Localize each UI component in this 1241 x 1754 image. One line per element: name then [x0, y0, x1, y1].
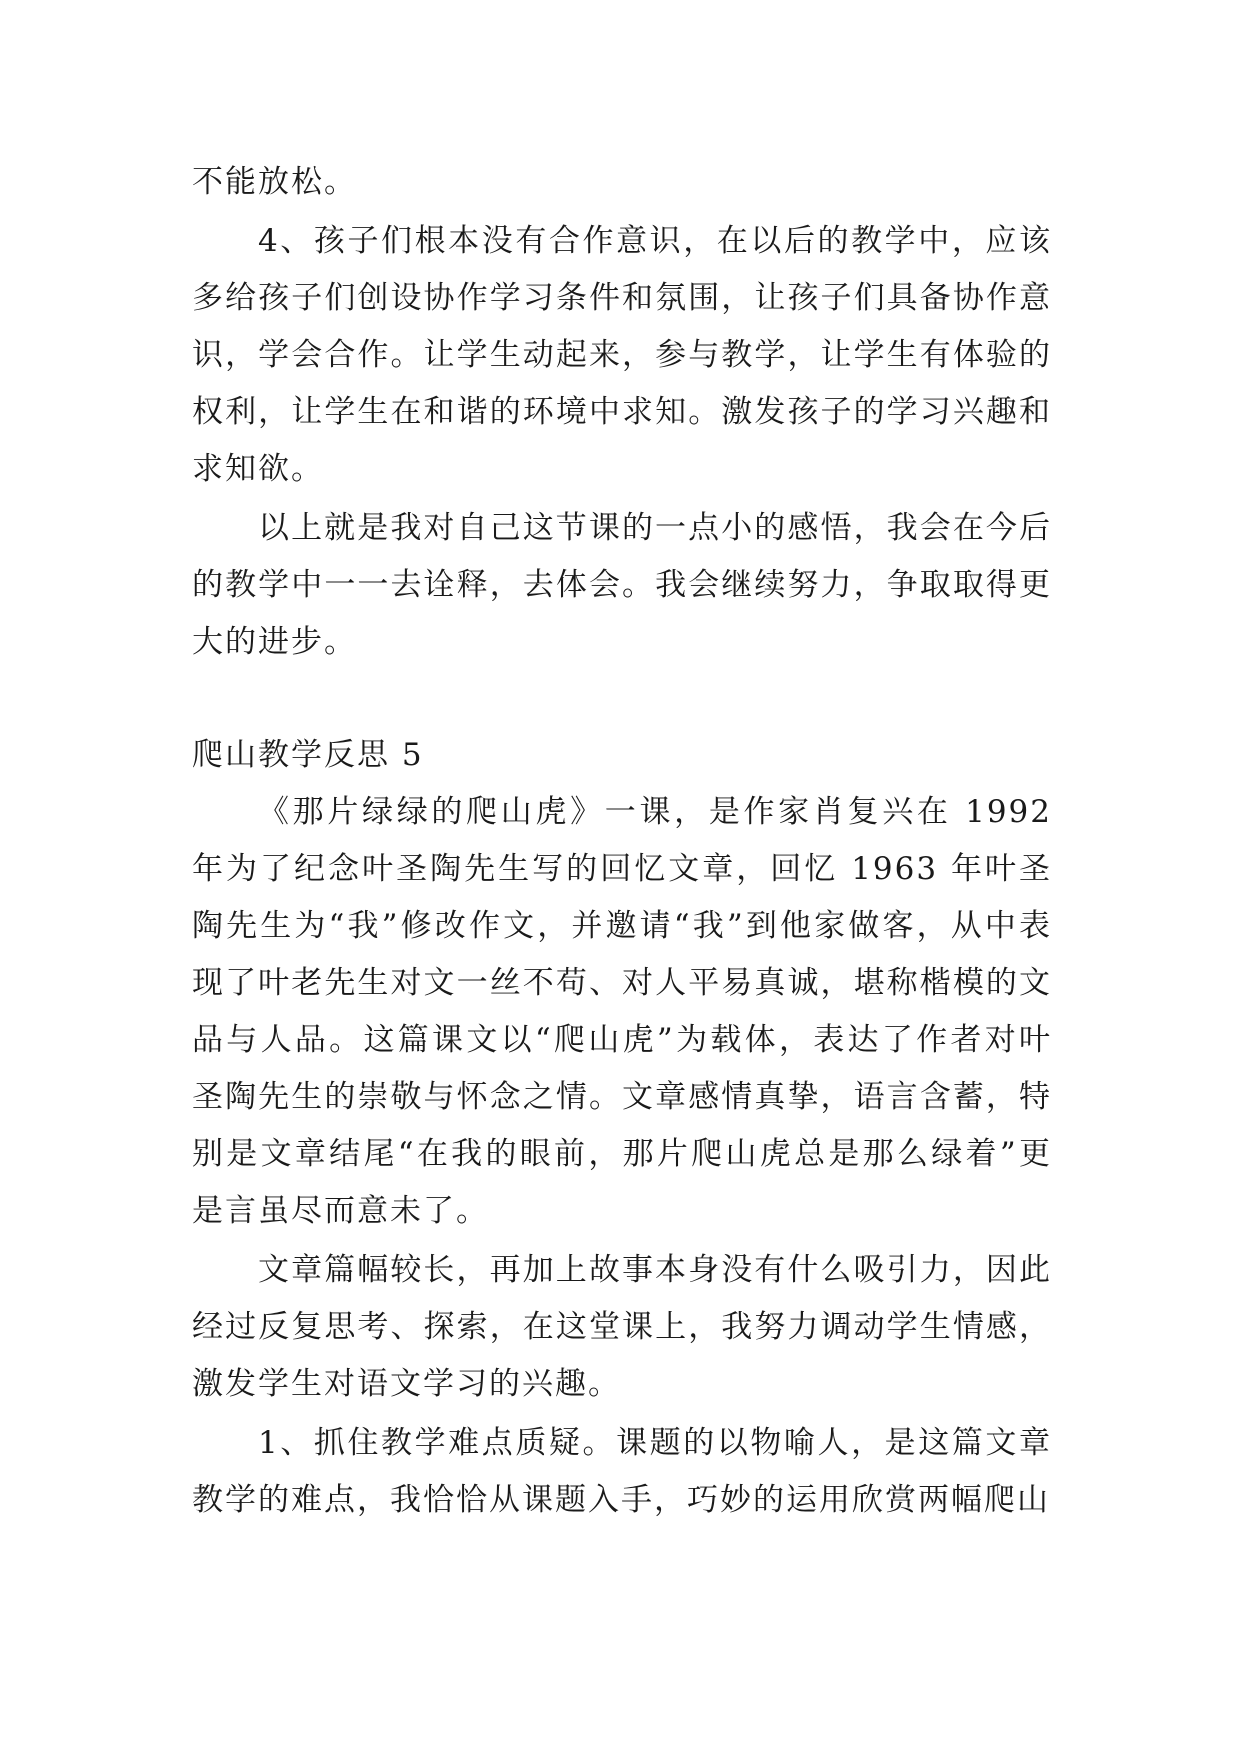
- document-page: [192, 154, 1052, 1529]
- paragraph-point-1: 1、抓住教学难点质疑。课题的以物喻人，是这篇文章教学的难点，我恰恰从课题入手，巧妙的运用欣赏两幅爬山: [192, 1425, 1052, 1518]
- paragraph-continuation: 不能放松。: [192, 164, 357, 200]
- paragraph-approach: 文章篇幅较长，再加上故事本身没有什么吸引力，因此经过反复思考、探索，在这堂课上，我努力调动学生情感，激发学生对语文学习的兴趣。: [192, 1252, 1052, 1402]
- section-title: 爬山教学反思 5: [192, 737, 424, 773]
- paragraph-point-4: 4、孩子们根本没有合作意识，在以后的教学中，应该多给孩子们创设协作学习条件和氛围，让孩子们具备协作意识，学会合作。让学生动起来，参与教学，让学生有体验的权利，让学生在和谐的环境中求知。激发孩子的学习兴趣和求知欲。: [192, 223, 1052, 487]
- paragraph-intro: 《那片绿绿的爬山虎》一课，是作家肖复兴在 1992 年为了纪念叶圣陶先生写的回忆文章，回忆 1963 年叶圣陶先生为“我”修改作文，并邀请“我”到他家做客，从中表现了叶老先生对文一丝不苟、对人平易真诚，堪称楷模的文品与人品。这篇课文以“爬山虎”为载体，表达了作者对叶圣陶先生的崇敬与怀念之情。文章感情真挚，语言含蓄，特别是文章结尾“在我的眼前，那片爬山虎总是那么绿着”更是言虽尽而意未了。: [192, 794, 1052, 1229]
- paragraph-conclusion: 以上就是我对自己这节课的一点小的感悟，我会在今后的教学中一一去诠释，去体会。我会继续努力，争取取得更大的进步。: [192, 510, 1052, 660]
